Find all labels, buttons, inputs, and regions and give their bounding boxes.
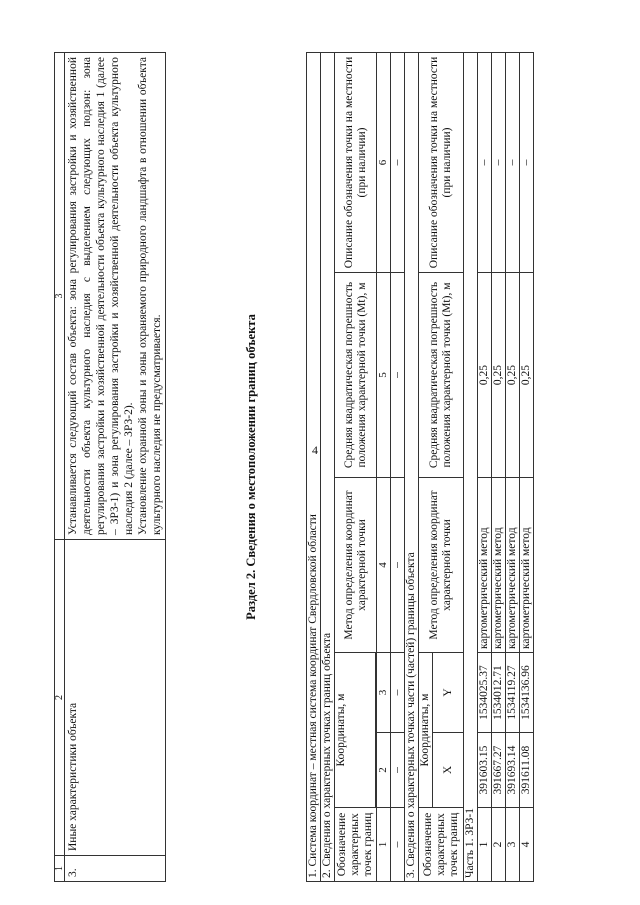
rotated-page-content (40, 22, 600, 882)
point-desc: – (520, 53, 534, 273)
point-y: 1534119.27 (506, 653, 520, 733)
dash-cell: – (391, 653, 405, 733)
point-number: 3 (506, 808, 520, 882)
table-row (506, 53, 520, 882)
point-x: 391603.15 (478, 733, 492, 808)
point-y: 1534136.96 (520, 653, 534, 733)
row-number: 3. (65, 856, 166, 882)
point-x: 391667.27 (492, 733, 506, 808)
description-paragraph-1: Устанавливается следующий состав объекта: зона регулирования застройки и хозяйственной деятельности объекта культурного наследия с выделением следующих подзон: зона регулирования застройки и хозяйственной деятельности объекта культурного наследия 1 (далее – ЗРЗ-1) и зона регулирования застройки и хозяйственной деятельности объекта культурного наследия 2 (далее – ЗРЗ-2). (67, 57, 135, 535)
point-x: 391693.14 (506, 733, 520, 808)
dash-cell: – (391, 478, 405, 653)
col-num-1: 1 (377, 808, 391, 882)
dash-cell: – (391, 808, 405, 882)
point-y: 1534025.37 (478, 653, 492, 733)
col-method-header: Метод определения координат характерной точки (335, 478, 377, 653)
col-num-3: 3 (377, 653, 391, 733)
header-cell-2: 2 (55, 540, 65, 856)
point-number: 1 (478, 808, 492, 882)
header-cell-1: 1 (55, 856, 65, 882)
page-number: 4 (312, 443, 318, 457)
object-characteristics-table (54, 52, 166, 882)
col-num-2: 2 (377, 733, 391, 808)
row-label: Иные характеристики объекта (65, 540, 166, 856)
point-error: 0,25 (492, 273, 506, 478)
col-x-header: X (433, 733, 464, 808)
point-method: картометрический метод (506, 478, 520, 653)
col-num-6: 6 (377, 53, 391, 273)
dash-cell: – (391, 733, 405, 808)
dash-cell: – (391, 53, 405, 273)
point-error: 0,25 (478, 273, 492, 478)
point-number: 2 (492, 808, 506, 882)
point-error: 0,25 (506, 273, 520, 478)
col-coords-header: Координаты, м (335, 653, 376, 808)
point-method: картометрический метод (478, 478, 492, 653)
col-num-5: 5 (377, 273, 391, 478)
col-desc-header: Описание обозначения точки на местности (при наличии) (335, 53, 377, 273)
point-method: картометрический метод (492, 478, 506, 653)
point-desc: – (478, 53, 492, 273)
table-row (65, 53, 166, 882)
dash-cell: – (391, 273, 405, 478)
col-method-header-2: Метод определения координат характерной точки (419, 478, 464, 653)
point-error: 0,25 (520, 273, 534, 478)
table-row (520, 53, 534, 882)
col-point-header: Обозначение характерных точек границ (335, 808, 377, 882)
subsection-3-title: 3. Сведения о характерных точках части (частей) границы объекта (405, 53, 419, 882)
header-cell-3: 3 (55, 53, 65, 540)
point-method: картометрический метод (520, 478, 534, 653)
point-desc: – (506, 53, 520, 273)
table-header-row (55, 53, 65, 882)
table-row (478, 53, 492, 882)
col-y-header: Y (433, 653, 464, 733)
table-row (492, 53, 506, 882)
description-paragraph-2: Установление охранной зоны и зоны охраняемого природного ландшафта в отношении объекта культурного наследия не предусматривается. (137, 57, 163, 535)
col-error-header-2: Средняя квадратическая погрешность положения характерной точки (Mt), м (419, 273, 464, 478)
col-error-header: Средняя квадратическая погрешность положения характерной точки (Mt), м (335, 273, 377, 478)
point-y: 1534012.71 (492, 653, 506, 733)
part-label: Часть 1. ЗРЗ-1 (464, 53, 478, 882)
point-x: 391611.08 (520, 733, 534, 808)
row-description (65, 53, 166, 540)
boundary-points-table (306, 52, 534, 882)
subsection-2-title: 2. Сведения о характерных точках границ объекта (321, 53, 335, 882)
col-point-header-2: Обозначение характерных точек границ (419, 808, 464, 882)
coordinate-system: 1. Система координат – местная система координат Свердловской области (307, 53, 321, 882)
point-number: 4 (520, 808, 534, 882)
point-desc: – (492, 53, 506, 273)
col-desc-header-2: Описание обозначения точки на местности (при наличии) (419, 53, 464, 273)
col-coords-header-2: Координаты, м (419, 653, 433, 808)
dash-row (391, 53, 405, 882)
col-num-4: 4 (377, 478, 391, 653)
section-title: Раздел 2. Сведения о местоположении границ объекта (244, 314, 258, 620)
column-number-row (377, 53, 391, 882)
